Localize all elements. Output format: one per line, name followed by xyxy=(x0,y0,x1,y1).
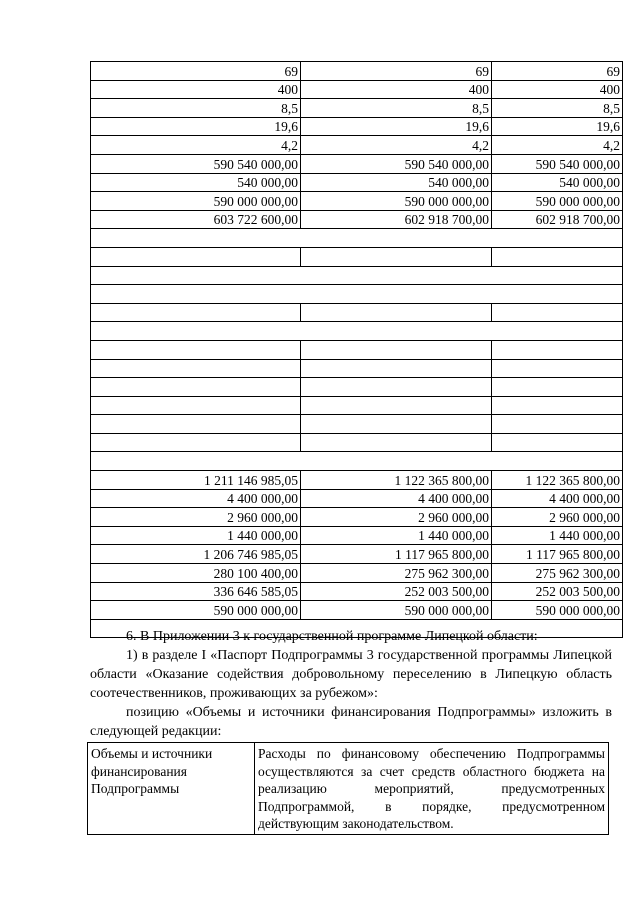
table-cell xyxy=(91,396,301,415)
table-cell xyxy=(91,247,301,266)
table-cell xyxy=(301,247,492,266)
table-cell-merged xyxy=(91,285,623,304)
table-cell: 590 540 000,00 xyxy=(301,154,492,173)
paragraph-position: позицию «Объемы и источники финансирования Подпрограммы» изложить в следующей редакции: xyxy=(90,705,612,739)
table-cell xyxy=(492,359,623,378)
table-cell: 252 003 500,00 xyxy=(492,582,623,601)
table-row xyxy=(91,247,623,266)
table-cell xyxy=(301,340,492,359)
table-cell xyxy=(91,359,301,378)
table-cell: 4,2 xyxy=(301,136,492,155)
table-cell: 4 400 000,00 xyxy=(91,489,301,508)
table-cell xyxy=(492,340,623,359)
paragraph-item-6: 6. В Приложении 3 к государственной программе Липецкой области: xyxy=(126,629,538,644)
table-cell: 4 400 000,00 xyxy=(301,489,492,508)
passport-row xyxy=(88,743,609,835)
table-cell xyxy=(91,415,301,434)
table-cell xyxy=(301,415,492,434)
table-cell: 1 440 000,00 xyxy=(301,526,492,545)
table-cell: 19,6 xyxy=(301,117,492,136)
table-row xyxy=(91,285,623,304)
table-row xyxy=(91,62,623,81)
amendment-text xyxy=(90,627,612,741)
table-row xyxy=(91,229,623,248)
table-row xyxy=(91,266,623,285)
table-row xyxy=(91,322,623,341)
table-cell: 69 xyxy=(301,62,492,81)
table-cell-merged xyxy=(91,452,623,471)
table-cell: 1 117 965 800,00 xyxy=(301,545,492,564)
table-row xyxy=(91,415,623,434)
table-cell: 540 000,00 xyxy=(301,173,492,192)
table-cell: 590 000 000,00 xyxy=(301,192,492,211)
table-row xyxy=(91,471,623,490)
table-cell xyxy=(91,303,301,322)
table-cell xyxy=(91,378,301,397)
table-cell: 2 960 000,00 xyxy=(91,508,301,527)
table-cell: 1 211 146 985,05 xyxy=(91,471,301,490)
table-cell: 19,6 xyxy=(492,117,623,136)
table-row xyxy=(91,396,623,415)
table-cell-merged xyxy=(91,322,623,341)
table-cell: 540 000,00 xyxy=(91,173,301,192)
passport-label-cell: Объемы и источники финансирования Подпрограммы xyxy=(88,743,255,835)
table-row xyxy=(91,601,623,620)
table-row xyxy=(91,582,623,601)
paragraph-section-1: 1) в разделе I «Паспорт Подпрограммы 3 государственной программы Липецкой области «Оказание содействия добровольному переселению в Липецкую область соотечественников, проживающих за рубежом»: xyxy=(90,648,612,701)
table-row xyxy=(91,154,623,173)
table-cell: 540 000,00 xyxy=(492,173,623,192)
passport-value-cell: Расходы по финансовому обеспечению Подпрограммы осуществляются за счет средств областного бюджета на реализацию мероприятий, предусмотренных Подпрограммой, в порядке, предусмотренном действующим законодательством. xyxy=(255,743,609,835)
table-cell: 602 918 700,00 xyxy=(492,210,623,229)
table-cell: 590 000 000,00 xyxy=(492,601,623,620)
table-cell: 590 000 000,00 xyxy=(91,192,301,211)
table-row xyxy=(91,526,623,545)
table-cell: 275 962 300,00 xyxy=(492,564,623,583)
table-cell: 69 xyxy=(492,62,623,81)
table-cell: 400 xyxy=(91,80,301,99)
financing-table xyxy=(90,61,623,638)
table-row xyxy=(91,117,623,136)
table-cell: 69 xyxy=(91,62,301,81)
table-cell xyxy=(301,359,492,378)
table-cell: 1 440 000,00 xyxy=(492,526,623,545)
table-row xyxy=(91,210,623,229)
table-cell-merged xyxy=(91,266,623,285)
table-cell xyxy=(91,433,301,452)
table-cell: 252 003 500,00 xyxy=(301,582,492,601)
table-cell xyxy=(492,378,623,397)
table-cell: 400 xyxy=(301,80,492,99)
table-cell xyxy=(492,247,623,266)
table-cell: 336 646 585,05 xyxy=(91,582,301,601)
table-cell: 1 206 746 985,05 xyxy=(91,545,301,564)
table-cell: 602 918 700,00 xyxy=(301,210,492,229)
table-cell xyxy=(492,433,623,452)
passport-position-table xyxy=(87,742,609,835)
table-cell: 590 540 000,00 xyxy=(91,154,301,173)
table-row xyxy=(91,303,623,322)
table-cell xyxy=(91,340,301,359)
table-row xyxy=(91,452,623,471)
table-cell: 19,6 xyxy=(91,117,301,136)
table-row xyxy=(91,173,623,192)
table-row xyxy=(91,508,623,527)
table-row xyxy=(91,192,623,211)
table-cell xyxy=(492,396,623,415)
table-cell xyxy=(301,378,492,397)
table-cell: 590 000 000,00 xyxy=(301,601,492,620)
table-cell: 4 400 000,00 xyxy=(492,489,623,508)
table-row xyxy=(91,99,623,118)
table-cell: 8,5 xyxy=(301,99,492,118)
table-row xyxy=(91,340,623,359)
table-cell xyxy=(301,396,492,415)
table-cell: 400 xyxy=(492,80,623,99)
table-row xyxy=(91,359,623,378)
table-cell: 603 722 600,00 xyxy=(91,210,301,229)
table-cell: 590 000 000,00 xyxy=(91,601,301,620)
table-cell: 590 000 000,00 xyxy=(492,192,623,211)
table-cell: 280 100 400,00 xyxy=(91,564,301,583)
table-cell: 275 962 300,00 xyxy=(301,564,492,583)
table-cell: 4,2 xyxy=(492,136,623,155)
table-cell xyxy=(301,433,492,452)
table-cell: 1 122 365 800,00 xyxy=(301,471,492,490)
table-row xyxy=(91,378,623,397)
table-cell: 4,2 xyxy=(91,136,301,155)
table-cell: 590 540 000,00 xyxy=(492,154,623,173)
table-cell: 1 117 965 800,00 xyxy=(492,545,623,564)
table-row xyxy=(91,136,623,155)
table-cell: 1 122 365 800,00 xyxy=(492,471,623,490)
table-cell: 1 440 000,00 xyxy=(91,526,301,545)
table-cell xyxy=(301,303,492,322)
table-row xyxy=(91,80,623,99)
table-row xyxy=(91,545,623,564)
table-cell-merged xyxy=(91,229,623,248)
table-cell: 2 960 000,00 xyxy=(301,508,492,527)
table-cell: 2 960 000,00 xyxy=(492,508,623,527)
table-row xyxy=(91,489,623,508)
table-row xyxy=(91,564,623,583)
table-cell xyxy=(492,415,623,434)
table-cell: 8,5 xyxy=(492,99,623,118)
table-row xyxy=(91,433,623,452)
table-cell xyxy=(492,303,623,322)
table-cell: 8,5 xyxy=(91,99,301,118)
